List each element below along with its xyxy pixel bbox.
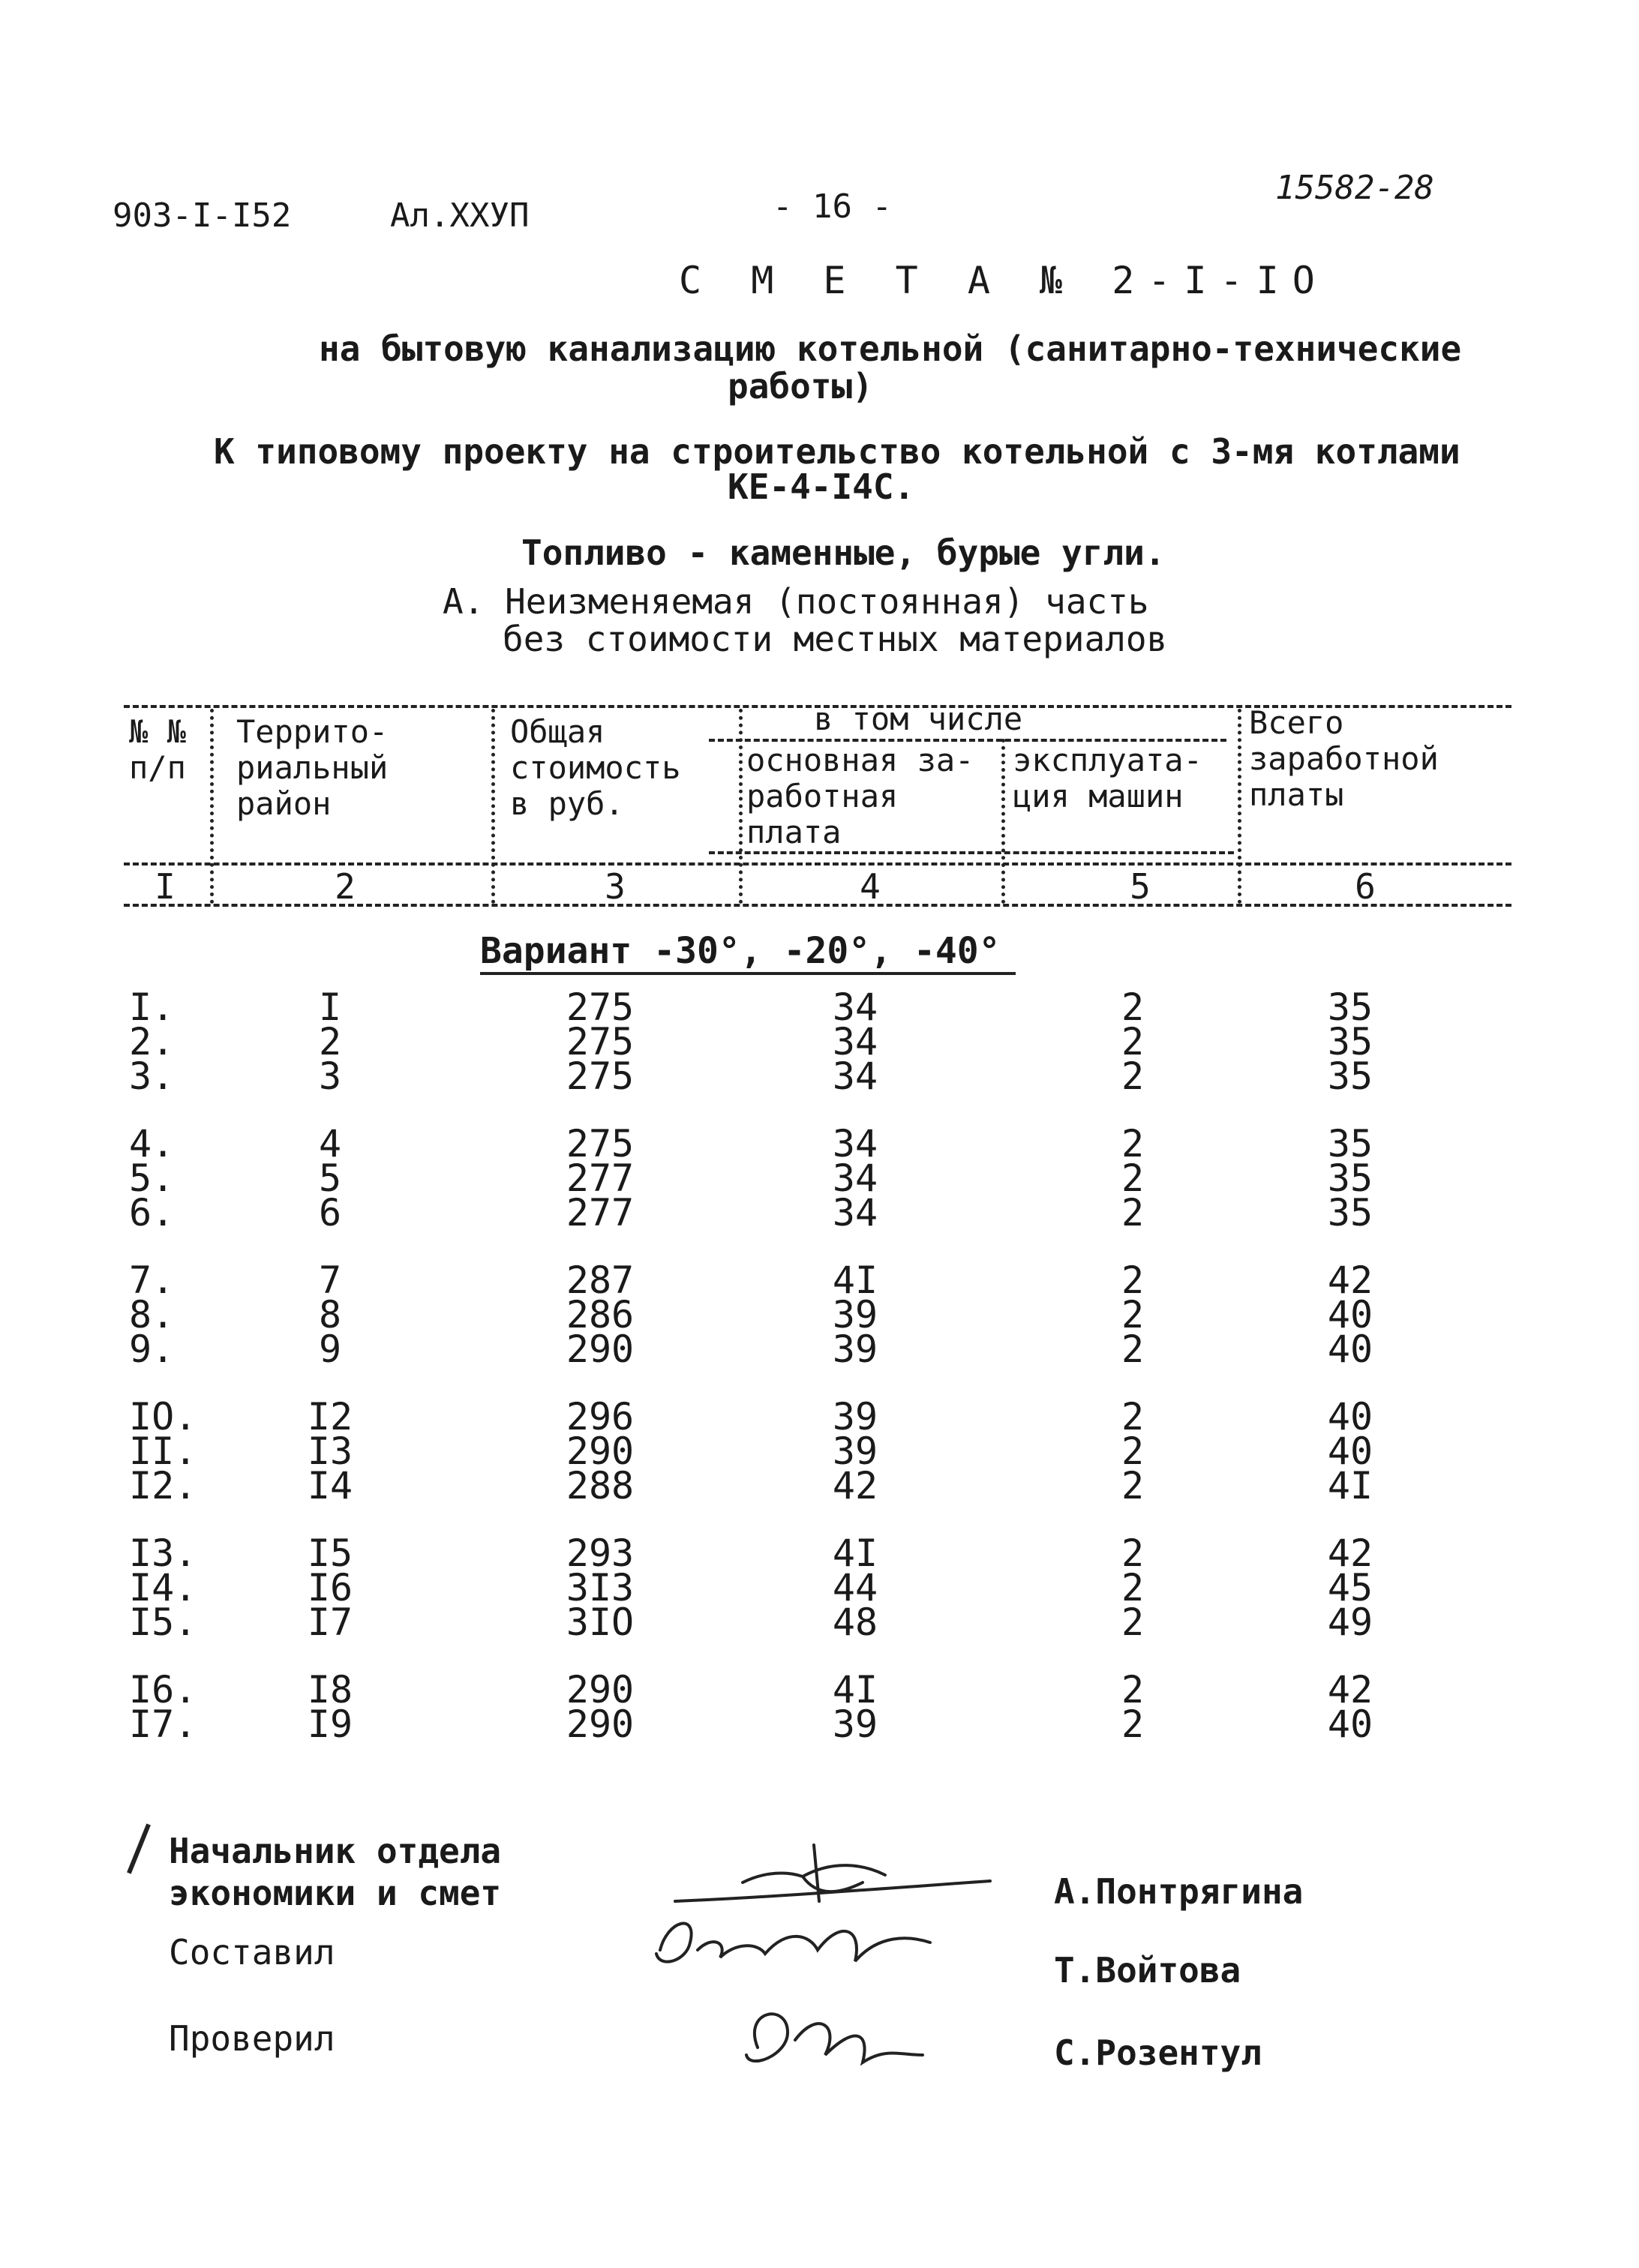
total-cost-cell: 287 [566, 1258, 635, 1302]
album-number: Ал.XXУП [390, 196, 530, 235]
machine-cost-cell: 2 [1121, 1258, 1145, 1302]
base-wage-cell: 34 [832, 1054, 878, 1098]
machine-cost-cell: 2 [1121, 1566, 1145, 1610]
section-a-heading: А. Неизменяемая (постоянная) часть [443, 581, 1149, 622]
total-cost-cell: 3IO [566, 1600, 635, 1644]
region-cell: I5 [307, 1532, 353, 1575]
total-wage-cell: 35 [1327, 1122, 1373, 1166]
machine-cost-cell: 2 [1121, 1293, 1145, 1336]
column-number: 2 [335, 866, 356, 907]
region-cell: 9 [318, 1328, 342, 1371]
region-cell: I8 [307, 1668, 353, 1712]
machine-cost-cell: 2 [1121, 1395, 1145, 1438]
machine-cost-cell: 2 [1121, 1122, 1145, 1166]
region-cell: 2 [318, 1020, 342, 1064]
margin-mark [127, 1823, 151, 1874]
column-separator [1001, 739, 1005, 904]
total-cost-cell: 290 [566, 1668, 635, 1712]
column-separator [210, 709, 214, 904]
row-number-cell: 8. [129, 1293, 175, 1336]
row-number-cell: I3. [129, 1532, 197, 1575]
row-number-cell: II. [129, 1430, 197, 1473]
base-wage-cell: 34 [832, 986, 878, 1029]
document-code: 903-I-I52 [113, 196, 292, 235]
base-wage-cell: 44 [832, 1566, 878, 1610]
row-number-cell: 5. [129, 1156, 175, 1200]
page-title: С М Е Т А № 2-I-IO [679, 259, 1328, 302]
base-wage-cell: 34 [832, 1020, 878, 1064]
total-cost-cell: 290 [566, 1430, 635, 1473]
machine-cost-cell: 2 [1121, 1430, 1145, 1473]
total-wage-cell: 49 [1327, 1600, 1373, 1644]
total-wage-cell: 45 [1327, 1566, 1373, 1610]
header-machine-operation: эксплуата- ция машин [1013, 742, 1202, 814]
region-cell: I3 [307, 1430, 353, 1473]
variant-heading: Вариант -30°, -20°, -40° [480, 930, 1016, 975]
header-bottom-rule [124, 862, 1511, 866]
row-number-cell: I. [129, 986, 175, 1029]
region-cell: I7 [307, 1600, 353, 1644]
base-wage-cell: 4I [832, 1532, 878, 1575]
signatory-name-2: Т.Войтова [1054, 1950, 1241, 1990]
total-cost-cell: 275 [566, 1054, 635, 1098]
header-territorial-region: Террито- риальный район [236, 713, 389, 822]
machine-cost-cell: 2 [1121, 1328, 1145, 1371]
machine-cost-cell: 2 [1121, 1054, 1145, 1098]
column-separator [1238, 709, 1241, 904]
group-bottom-rule [709, 851, 1234, 854]
subtitle-line-2b: КЕ-4-I4С. [728, 466, 915, 507]
row-number-cell: I6. [129, 1668, 197, 1712]
base-wage-cell: 39 [832, 1293, 878, 1336]
row-number-cell: I2. [129, 1464, 197, 1508]
total-cost-cell: 290 [566, 1702, 635, 1746]
row-number-cell: 2. [129, 1020, 175, 1064]
total-cost-cell: 275 [566, 1020, 635, 1064]
row-number-cell: 3. [129, 1054, 175, 1098]
column-number: 6 [1355, 866, 1376, 907]
base-wage-cell: 39 [832, 1328, 878, 1371]
handwritten-signatures [615, 1830, 1005, 2115]
subtitle-line-1: на бытовую канализацию котельной (санитарно-технические [319, 328, 1462, 369]
region-cell: I9 [307, 1702, 353, 1746]
base-wage-cell: 39 [832, 1430, 878, 1473]
total-wage-cell: 40 [1327, 1702, 1373, 1746]
total-cost-cell: 3I3 [566, 1566, 635, 1610]
row-number-cell: IO. [129, 1395, 197, 1438]
row-number-cell: 9. [129, 1328, 175, 1371]
total-wage-cell: 42 [1327, 1258, 1373, 1302]
base-wage-cell: 34 [832, 1156, 878, 1200]
machine-cost-cell: 2 [1121, 1702, 1145, 1746]
row-number-cell: I4. [129, 1566, 197, 1610]
total-cost-cell: 277 [566, 1156, 635, 1200]
region-cell: I2 [307, 1395, 353, 1438]
machine-cost-cell: 2 [1121, 1156, 1145, 1200]
role-checked-by: Проверил [169, 2018, 335, 2059]
total-wage-cell: 40 [1327, 1430, 1373, 1473]
column-separator [739, 709, 743, 904]
row-number-cell: 4. [129, 1122, 175, 1166]
region-cell: 8 [318, 1293, 342, 1336]
total-cost-cell: 275 [566, 1122, 635, 1166]
base-wage-cell: 39 [832, 1395, 878, 1438]
column-separator [491, 709, 495, 904]
base-wage-cell: 39 [832, 1702, 878, 1746]
base-wage-cell: 34 [832, 1122, 878, 1166]
total-cost-cell: 275 [566, 986, 635, 1029]
total-cost-cell: 288 [566, 1464, 635, 1508]
total-wage-cell: 42 [1327, 1532, 1373, 1575]
section-a-subheading: без стоимости местных материалов [503, 619, 1168, 659]
base-wage-cell: 4I [832, 1668, 878, 1712]
total-wage-cell: 42 [1327, 1668, 1373, 1712]
machine-cost-cell: 2 [1121, 1668, 1145, 1712]
total-cost-cell: 293 [566, 1532, 635, 1575]
total-wage-cell: 35 [1327, 1020, 1373, 1064]
machine-cost-cell: 2 [1121, 986, 1145, 1029]
row-number-cell: 7. [129, 1258, 175, 1302]
total-wage-cell: 35 [1327, 986, 1373, 1029]
row-number-cell: 6. [129, 1191, 175, 1234]
total-wage-cell: 35 [1327, 1054, 1373, 1098]
region-cell: I6 [307, 1566, 353, 1610]
region-cell: I [318, 986, 342, 1029]
total-wage-cell: 35 [1327, 1156, 1373, 1200]
base-wage-cell: 42 [832, 1464, 878, 1508]
column-number: 4 [860, 866, 881, 907]
role-compiled-by: Составил [169, 1932, 335, 1972]
base-wage-cell: 4I [832, 1258, 878, 1302]
header-row-number: № № п/п [129, 713, 186, 786]
region-cell: 4 [318, 1122, 342, 1166]
subtitle-line-2: К типовому проекту на строительство котельной с 3-мя котлами [214, 431, 1460, 472]
total-wage-cell: 4I [1327, 1464, 1373, 1508]
total-wage-cell: 35 [1327, 1191, 1373, 1234]
total-wage-cell: 40 [1327, 1395, 1373, 1438]
fuel-type: Топливо - каменные, бурые угли. [521, 532, 1166, 573]
subtitle-line-1b: работы) [728, 366, 873, 406]
machine-cost-cell: 2 [1121, 1191, 1145, 1234]
row-number-cell: I7. [129, 1702, 197, 1746]
row-number-cell: I5. [129, 1600, 197, 1644]
page-number: - 16 - [773, 188, 892, 226]
total-cost-cell: 296 [566, 1395, 635, 1438]
total-cost-cell: 277 [566, 1191, 635, 1234]
region-cell: 5 [318, 1156, 342, 1200]
region-cell: 3 [318, 1054, 342, 1098]
machine-cost-cell: 2 [1121, 1532, 1145, 1575]
header-group-including: в том числе [814, 700, 1023, 737]
machine-cost-cell: 2 [1121, 1020, 1145, 1064]
region-cell: 6 [318, 1191, 342, 1234]
region-cell: I4 [307, 1464, 353, 1508]
base-wage-cell: 34 [832, 1191, 878, 1234]
machine-cost-cell: 2 [1121, 1600, 1145, 1644]
signatory-name-3: С.Розентул [1054, 2032, 1262, 2073]
machine-cost-cell: 2 [1121, 1464, 1145, 1508]
total-wage-cell: 40 [1327, 1293, 1373, 1336]
header-base-wage: основная за- работная плата [746, 742, 974, 850]
role-department-head: Начальник отдела экономики и смет [169, 1831, 502, 1913]
signatory-name-1: А.Понтрягина [1054, 1871, 1304, 1912]
total-cost-cell: 286 [566, 1293, 635, 1336]
header-total-wage: Всего заработной платы [1249, 704, 1439, 813]
total-wage-cell: 40 [1327, 1328, 1373, 1371]
region-cell: 7 [318, 1258, 342, 1302]
base-wage-cell: 48 [832, 1600, 878, 1644]
header-total-cost: Общая стоимость в руб. [510, 713, 681, 822]
inventory-number: 15582-28 [1275, 169, 1434, 207]
column-number: I [155, 866, 176, 907]
total-cost-cell: 290 [566, 1328, 635, 1371]
column-number: 5 [1130, 866, 1151, 907]
column-number: 3 [605, 866, 626, 907]
